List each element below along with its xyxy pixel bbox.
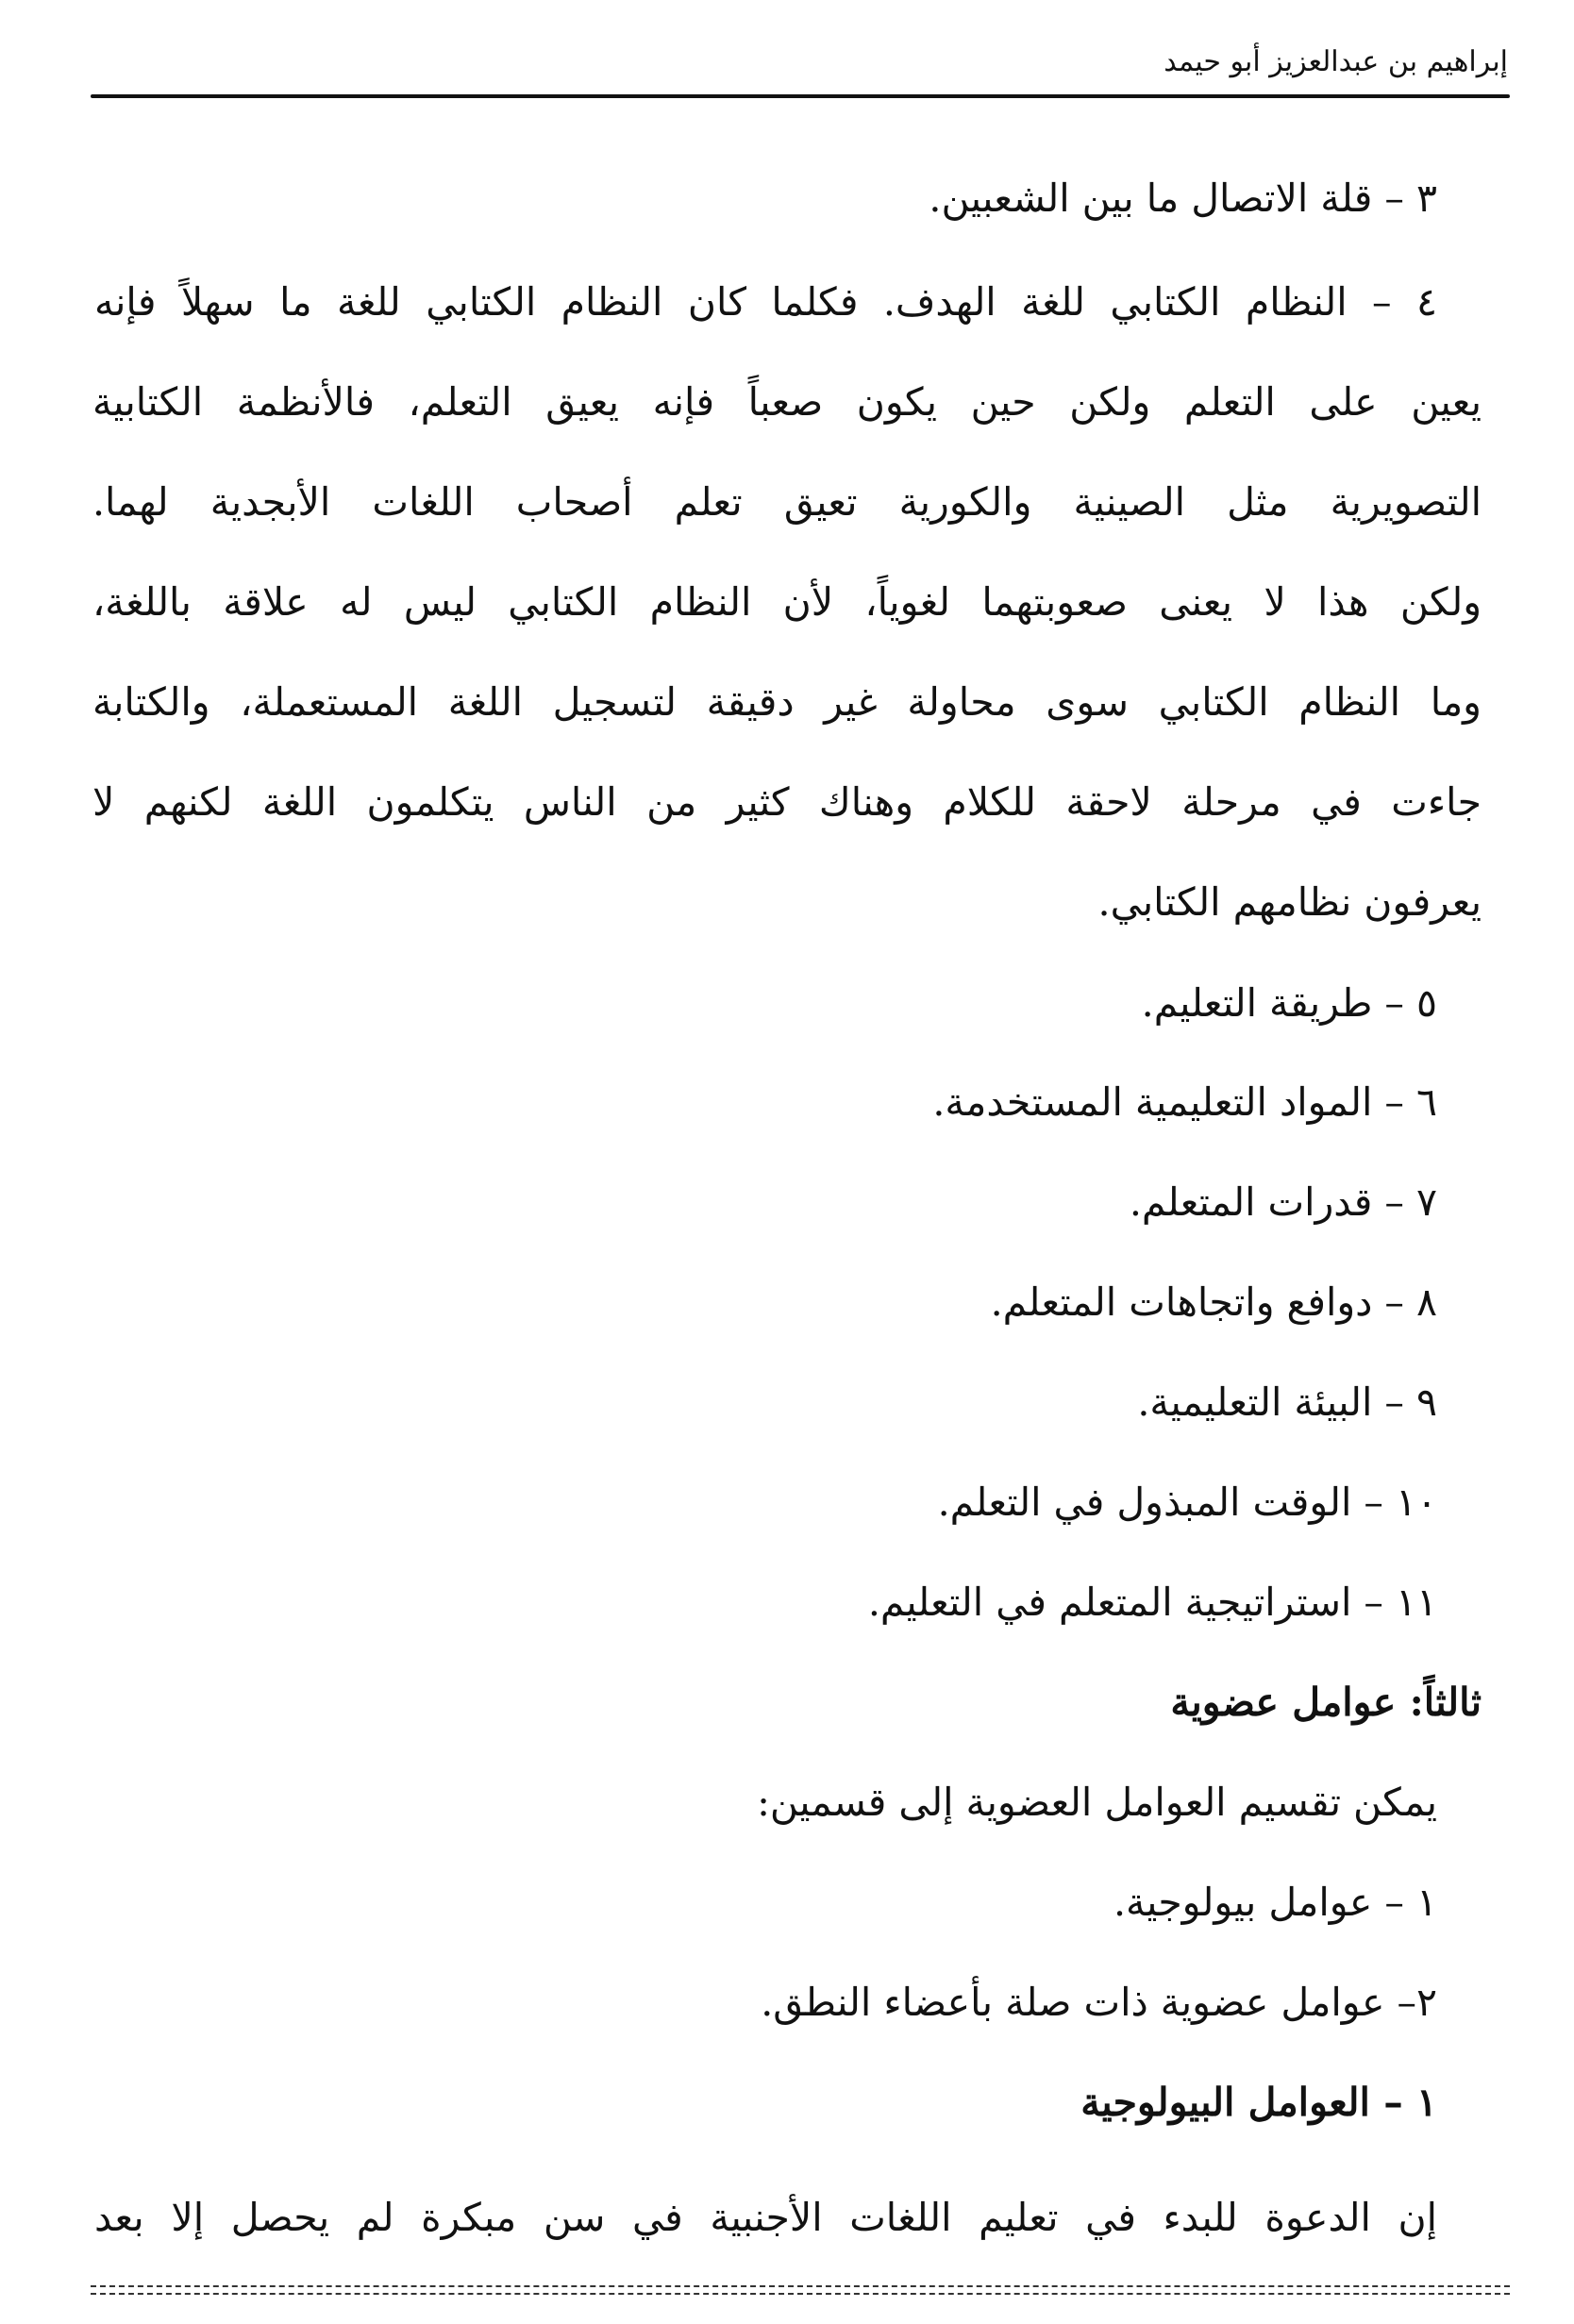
list-item-9: ٩ – البيئة التعليمية.	[1137, 1379, 1437, 1425]
paragraph-4-line-1: ٤ – النظام الكتابي للغة الهدف. فكلما كان النظام الكتابي للغة ما سهلاً فإنه	[94, 279, 1437, 325]
paragraph-4-line-4: ولكن هذا لا يعنى صعوبتهما لغوياً، لأن النظام الكتابي ليس له علاقة باللغة،	[92, 579, 1482, 625]
list-item-6: ٦ – المواد التعليمية المستخدمة.	[932, 1079, 1437, 1125]
paragraph-4-line-6: جاءت في مرحلة لاحقة للكلام وهناك كثير من الناس يتكلمون اللغة لكنهم لا	[92, 779, 1482, 825]
paragraph-4-line-3: التصويرية مثل الصينية والكورية تعيق تعلم أصحاب اللغات الأبجدية لهما.	[92, 479, 1482, 525]
list-item-8: ٨ – دوافع واتجاهات المتعلم.	[990, 1279, 1437, 1325]
list-item-11: ١١ – استراتيجية المتعلم في التعليم.	[867, 1580, 1437, 1625]
paragraph-last-line: إن الدعوة للبدء في تعليم اللغات الأجنبية في سن مبكرة لم يحصل إلا بعد	[94, 2195, 1437, 2240]
footer-rule	[91, 2285, 1510, 2297]
running-header: إبراهيم بن عبدالعزيز أبو حيمد	[1164, 45, 1508, 78]
list-item-10: ١٠ – الوقت المبذول في التعلم.	[937, 1480, 1437, 1525]
section-intro: يمكن تقسيم العوامل العضوية إلى قسمين:	[757, 1780, 1437, 1825]
list-item-7: ٧ – قدرات المتعلم.	[1129, 1179, 1437, 1225]
section-item-1: ١ – عوامل بيولوجية.	[1113, 1880, 1437, 1925]
section-item-2: ٢– عوامل عضوية ذات صلة بأعضاء النطق.	[761, 1980, 1437, 2025]
subheading: ١ – العوامل البيولوجية	[1080, 2080, 1437, 2125]
list-item-5: ٥ – طريقة التعليم.	[1141, 980, 1437, 1026]
paragraph-4-line-7: يعرفون نظامهم الكتابي.	[1097, 879, 1482, 925]
section-heading: ثالثاً: عوامل عضوية	[1170, 1680, 1482, 1725]
paragraph-4-line-2: يعين على التعلم ولكن حين يكون صعباً فإنه يعيق التعلم، فالأنظمة الكتابية	[92, 379, 1482, 425]
list-item-3: ٣ – قلة الاتصال ما بين الشعبين.	[929, 176, 1437, 221]
header-rule	[91, 94, 1510, 98]
paragraph-4-line-5: وما النظام الكتابي سوى محاولة غير دقيقة لتسجيل اللغة المستعملة، والكتابة	[92, 679, 1482, 725]
